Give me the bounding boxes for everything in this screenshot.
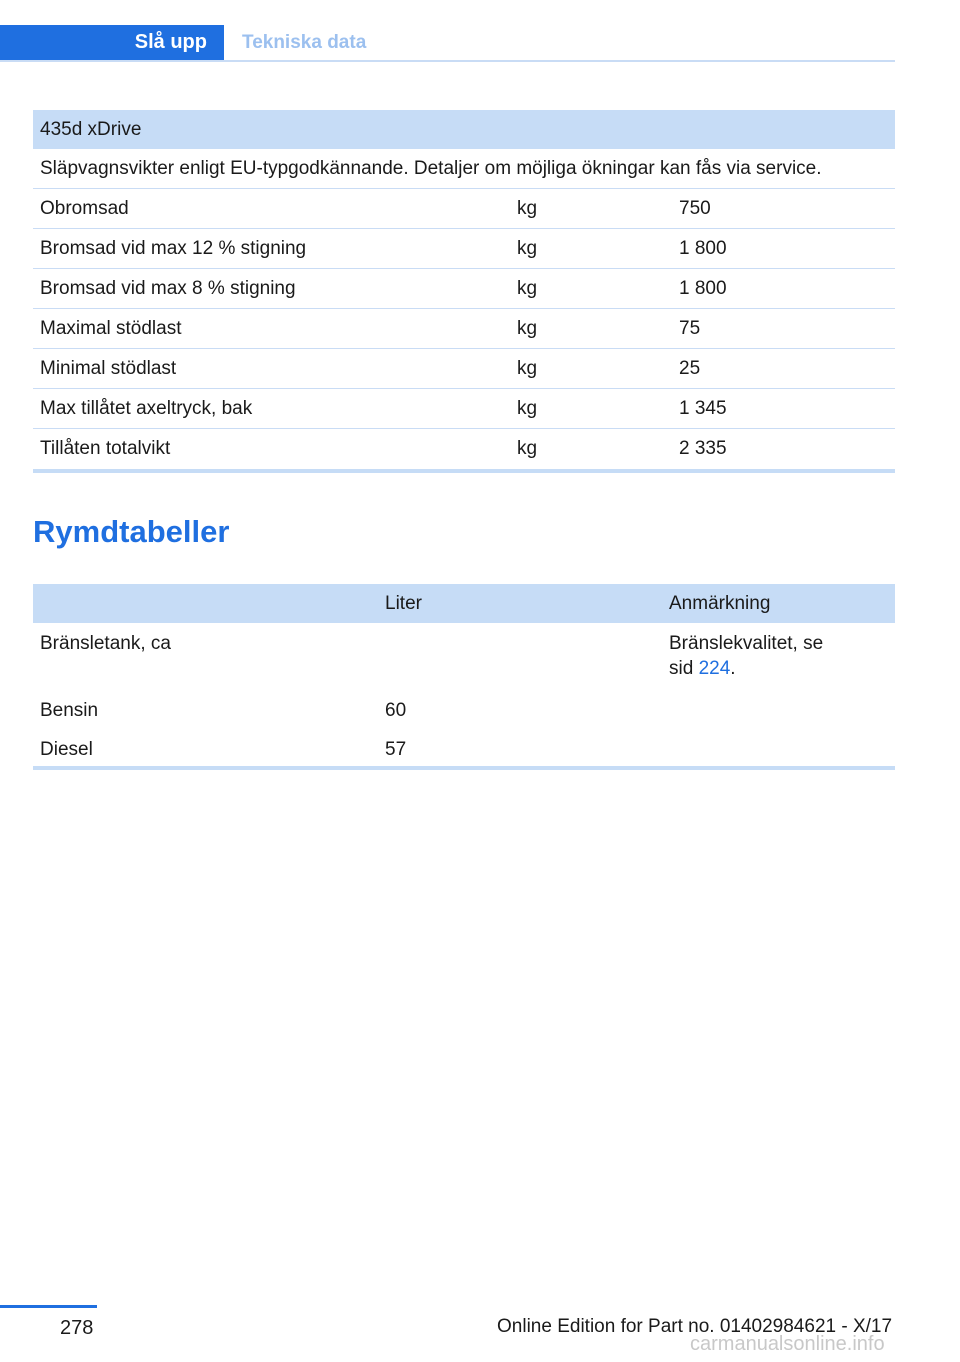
row-label: Obromsad [33,189,510,229]
tab-sla-upp[interactable]: Slå upp [0,25,224,60]
note-suffix: . [730,658,736,679]
header-divider [0,60,895,62]
row-label: Bromsad vid max 8 % stigning [33,269,510,309]
row-label: Diesel [40,738,93,760]
trailer-weights-table [33,110,895,468]
column-header-liter: Liter [378,584,662,623]
row-label: Bromsad vid max 12 % stigning [33,229,510,269]
row-label: Minimal stödlast [33,349,510,389]
table-row [33,269,895,309]
row-value: 75 [672,309,895,349]
header-tabs [0,25,895,62]
table-header-row [33,584,895,623]
table-end-bar [33,766,895,770]
table-row [33,349,895,389]
row-unit: kg [510,309,672,349]
table-row [33,189,895,229]
row-label: Bränsletank, ca [40,633,171,654]
table-row [33,730,895,769]
row-value: 750 [672,189,895,229]
edition-note: Online Edition for Part no. 01402984621 - X/17 [497,1316,893,1337]
row-label: Max tillåtet axeltryck, bak [33,389,510,429]
row-liters [378,623,662,691]
capacity-table [33,584,895,769]
row-value: 1 800 [672,229,895,269]
page-number: 278 [60,1317,94,1339]
table-note-row [33,149,895,189]
row-unit: kg [510,229,672,269]
note-prefix: sid [669,658,694,679]
row-unit: kg [510,349,672,389]
table-row [33,623,895,691]
row-unit: kg [510,389,672,429]
table-end-bar [33,469,895,473]
table-row [33,389,895,429]
tab-tekniska-data[interactable]: Tekniska data [242,31,367,53]
row-value: 1 800 [672,269,895,309]
column-header-anmarkning: Anmärkning [662,584,895,623]
table-header-row [33,110,895,149]
column-header [33,584,378,623]
model-name: 435d xDrive [33,110,895,149]
table-row [33,429,895,469]
row-liters: 57 [385,738,407,760]
table-row [33,309,895,349]
row-note [662,730,895,769]
row-label: Maximal stödlast [33,309,510,349]
table-note: Släpvagnsvikter enligt EU-typgodkännande. Detaljer om möjliga ökningar kan fås via service. [33,149,895,189]
note-text: Bränslekvalitet, se [669,633,824,654]
row-value: 2 335 [679,437,727,459]
row-value: 1 345 [672,389,895,429]
table-row [33,691,895,730]
row-note [662,691,895,730]
table-row [33,229,895,269]
row-unit: kg [510,269,672,309]
row-liters: 60 [385,699,407,721]
row-label: Tillåten totalvikt [40,437,171,459]
section-title: Rymdtabeller [33,514,230,549]
page-reference-link[interactable]: 224 [698,658,731,679]
row-label: Bensin [40,699,99,721]
row-note [662,623,895,691]
row-unit: kg [510,189,672,229]
footer-accent-line [0,1305,97,1308]
watermark: carmanualsonline.info [690,1333,885,1355]
row-unit: kg [517,437,538,459]
row-value: 25 [672,349,895,389]
